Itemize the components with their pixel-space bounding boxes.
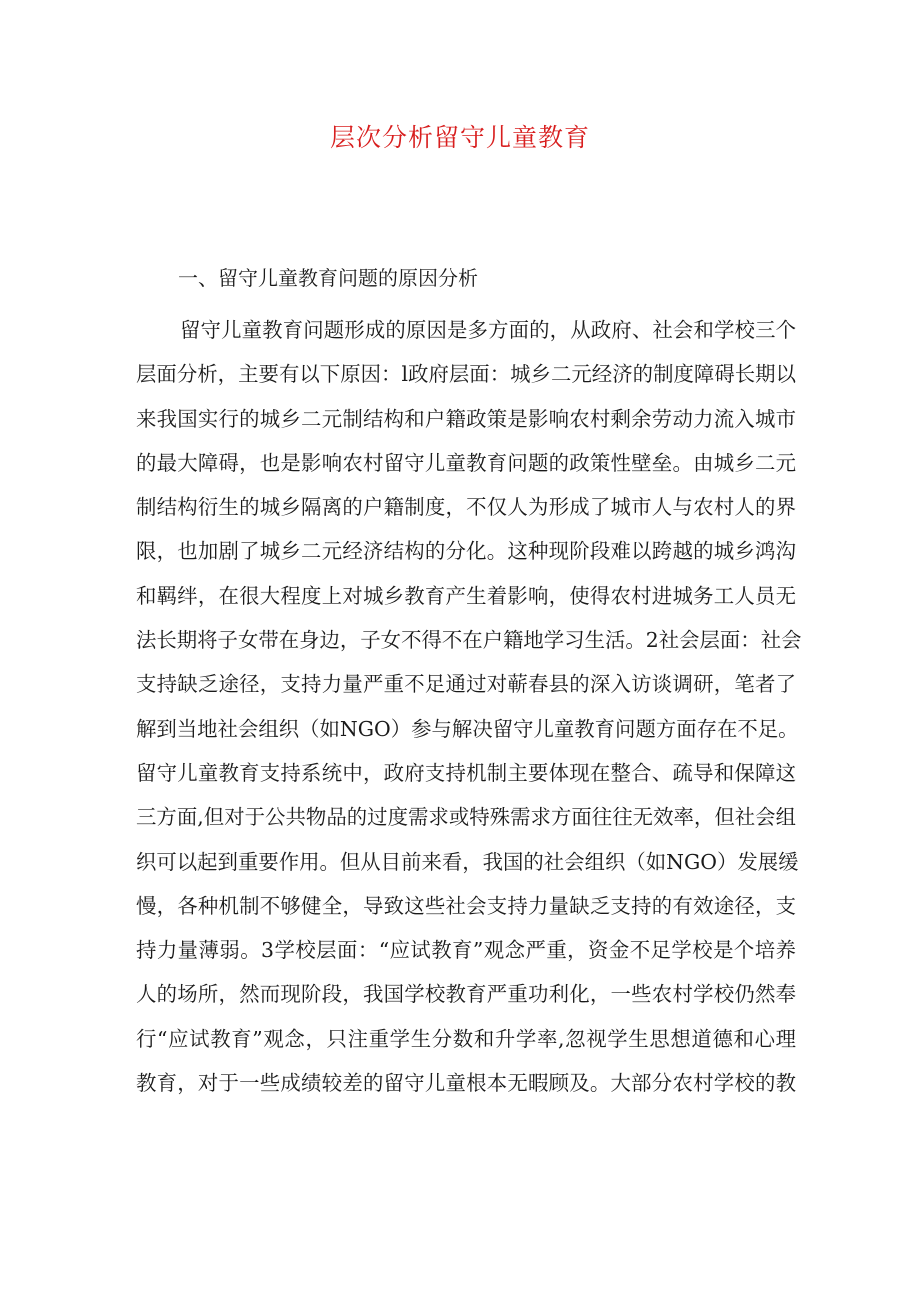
paragraph-line: 和羁绊，在很大程度上对城乡教育产生着影响，使得农村进城务工人员无 bbox=[136, 583, 796, 608]
paragraph-line: 慢，各种机制不够健全，导致这些社会支持力量缺乏支持的有效途径，支 bbox=[136, 893, 796, 918]
paragraph-line: 行“应试教育”观念，只注重学生分数和升学率,忽视学生思想道德和心理 bbox=[136, 1026, 796, 1051]
paragraph-line: 法长期将子女带在身边，子女不得不在户籍地学习生活。2社会层面：社会 bbox=[136, 628, 802, 653]
paragraph-line: 留守儿童教育问题形成的原因是多方面的，从政府、社会和学校三个 bbox=[180, 318, 796, 342]
paragraph-line: 留守儿童教育支持系统中，政府支持机制主要体现在整合、疏导和保障这 bbox=[136, 760, 796, 785]
paragraph-line: 制结构衍生的城乡隔离的户籍制度，不仅人为形成了城市人与农村人的界 bbox=[136, 495, 796, 520]
paragraph-line: 人的场所，然而现阶段，我国学校教育严重功利化，一些农村学校仍然奉 bbox=[136, 982, 796, 1007]
paragraph-line: 的最大障碍，也是影响农村留守儿童教育问题的政策性壁垒。由城乡二元 bbox=[136, 450, 796, 475]
paragraph-line: 三方面,但对于公共物品的过度需求或特殊需求方面往往无效率，但社会组 bbox=[136, 805, 796, 830]
paragraph-line: 教育，对于一些成绩较差的留守儿童根本无暇顾及。大部分农村学校的教 bbox=[136, 1071, 796, 1096]
paragraph-line: 限，也加剧了城乡二元经济结构的分化。这种现阶段难以跨越的城乡鸿沟 bbox=[136, 539, 796, 564]
document-title: 层次分析留守儿童教育 bbox=[329, 123, 590, 152]
paragraph-line: 来我国实行的城乡二元制结构和户籍政策是影响农村剩余劳动力流入城市 bbox=[136, 406, 796, 431]
paragraph-line: 持力量薄弱。3学校层面：“应试教育”观念严重，资金不足学校是个培养 bbox=[136, 938, 796, 963]
body-paragraph bbox=[136, 308, 802, 1105]
paragraph-line: 织可以起到重要作用。但从目前来看，我国的社会组织（如NGO）发展缓 bbox=[136, 849, 799, 874]
paragraph-line: 支持缺乏途径，支持力量严重不足通过对蕲春县的深入访谈调研，笔者了 bbox=[136, 672, 796, 697]
section-heading: 一、留守儿童教育问题的原因分析 bbox=[178, 266, 478, 290]
paragraph-line: 解到当地社会组织（如NGO）参与解决留守儿童教育问题方面存在不足。 bbox=[136, 716, 799, 741]
paragraph-line: 层面分析，主要有以下原因：l政府层面：城乡二元经济的制度障碍长期以 bbox=[136, 362, 796, 387]
